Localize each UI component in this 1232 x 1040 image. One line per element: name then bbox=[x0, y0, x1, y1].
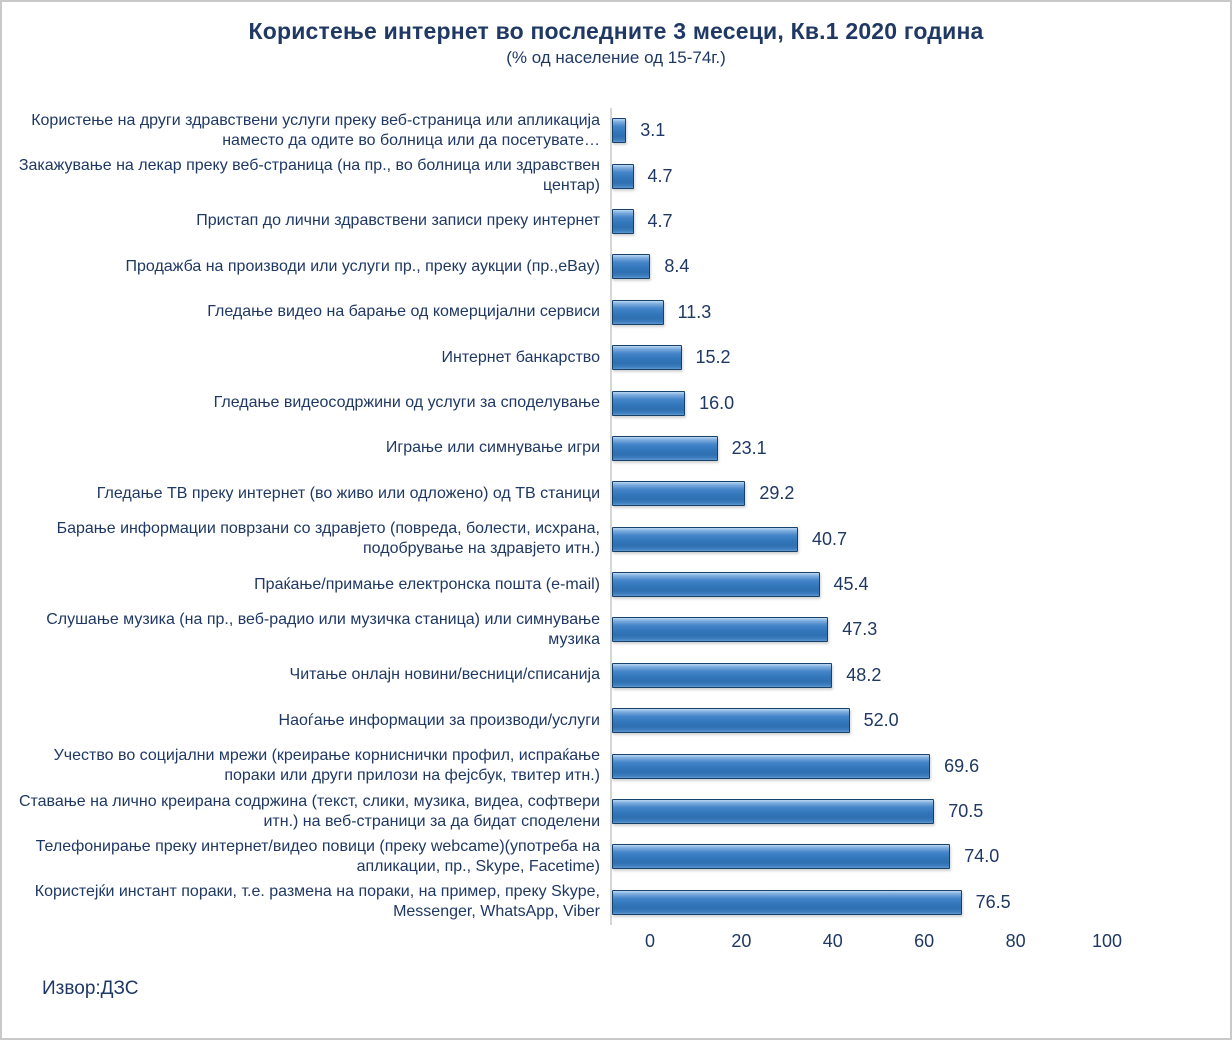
category-label: Гледање видеосодржини од услуги за споделување bbox=[213, 394, 600, 412]
bar bbox=[612, 890, 962, 915]
category-label: Гледање видео на барање од комерцијални сервиси bbox=[207, 303, 600, 321]
bar-track bbox=[610, 607, 1230, 652]
bar-track bbox=[610, 698, 1230, 743]
bar bbox=[612, 481, 745, 506]
value-label: 48.2 bbox=[846, 664, 882, 685]
chart-row bbox=[2, 834, 1230, 879]
value-label: 8.4 bbox=[664, 256, 690, 277]
x-axis-tick: 100 bbox=[1091, 931, 1123, 952]
chart-row bbox=[2, 562, 1230, 607]
chart-row bbox=[2, 880, 1230, 925]
category-label: Слушање музика (на пр., веб-радио или музичка станица) или симнување музика bbox=[46, 610, 600, 648]
value-label: 16.0 bbox=[699, 392, 735, 413]
bar bbox=[612, 345, 682, 370]
bar-track bbox=[610, 743, 1230, 788]
bar-track bbox=[610, 789, 1230, 834]
chart-header bbox=[2, 18, 1230, 68]
chart-row bbox=[2, 653, 1230, 698]
bar-track bbox=[610, 108, 1230, 153]
bar-track bbox=[610, 426, 1230, 471]
bar-track bbox=[610, 562, 1230, 607]
bar bbox=[612, 209, 634, 234]
chart-row bbox=[2, 789, 1230, 834]
value-label: 69.6 bbox=[944, 755, 980, 776]
category-label: Гледање ТВ преку интернет (во живо или одложено) од ТВ станици bbox=[96, 484, 600, 502]
bar-track bbox=[610, 517, 1230, 562]
category-label: Наоѓање информации за производи/услуги bbox=[278, 711, 600, 729]
value-label: 74.0 bbox=[964, 846, 1000, 867]
chart-row bbox=[2, 244, 1230, 289]
chart-row bbox=[2, 426, 1230, 471]
x-axis-tick: 60 bbox=[914, 931, 935, 952]
category-label: Користејќи инстант пораки, т.е. размена на пораки, на пример, преку Skype, Messenger, WhatsApp, Viber bbox=[34, 883, 600, 921]
value-label: 29.2 bbox=[759, 483, 795, 504]
bar bbox=[612, 118, 626, 143]
bar bbox=[612, 572, 820, 597]
value-label: 76.5 bbox=[975, 891, 1011, 912]
chart-row bbox=[2, 607, 1230, 652]
chart-row bbox=[2, 335, 1230, 380]
category-label: Пристап до лични здравствени записи преку интернет bbox=[196, 212, 600, 230]
value-label: 4.7 bbox=[647, 210, 673, 231]
bar-track bbox=[610, 335, 1230, 380]
value-label: 11.3 bbox=[677, 301, 712, 322]
category-label: Учество во социјални мрежи (креирање корниснички профил, испраќање пораки или други прилози на фејсбук, твитер итн.) bbox=[53, 747, 600, 785]
value-label: 47.3 bbox=[842, 619, 878, 640]
chart-row bbox=[2, 153, 1230, 198]
value-label: 70.5 bbox=[948, 801, 984, 822]
chart-row bbox=[2, 743, 1230, 788]
x-axis-tick: 80 bbox=[1005, 931, 1026, 952]
category-label: Играње или симнување игри bbox=[385, 439, 600, 457]
category-label: Користење на други здравствени услуги преку веб-страница или апликација наместо да одите во болница или да посетувате… bbox=[31, 111, 600, 149]
x-axis-tick: 0 bbox=[644, 931, 656, 952]
chart-row bbox=[2, 517, 1230, 562]
chart-row bbox=[2, 471, 1230, 516]
bar bbox=[612, 391, 685, 416]
bar bbox=[612, 164, 634, 189]
bar-track bbox=[610, 380, 1230, 425]
category-label: Продажба на производи или услуги пр., преку аукции (пр.,eBay) bbox=[125, 257, 600, 275]
bar bbox=[612, 754, 930, 779]
category-label: Барање информации поврзани со здравјето (повреда, болести, исхрана, подобрување на здравјето итн.) bbox=[56, 520, 600, 558]
bar bbox=[612, 617, 828, 642]
chart-row bbox=[2, 698, 1230, 743]
value-label: 52.0 bbox=[863, 710, 899, 731]
chart-rows bbox=[2, 108, 1230, 925]
chart-row bbox=[2, 380, 1230, 425]
bar bbox=[612, 663, 832, 688]
category-label: Интернет банкарство bbox=[441, 348, 600, 366]
bar-chart bbox=[2, 108, 1230, 957]
bar bbox=[612, 300, 664, 325]
value-label: 15.2 bbox=[695, 347, 731, 368]
bar bbox=[612, 844, 950, 869]
value-label: 23.1 bbox=[731, 437, 767, 458]
bar bbox=[612, 799, 934, 824]
chart-row bbox=[2, 108, 1230, 153]
category-label: Читање онлајн новини/весници/списанија bbox=[289, 666, 600, 684]
bar bbox=[612, 436, 718, 461]
value-label: 4.7 bbox=[647, 165, 673, 186]
chart-row bbox=[2, 199, 1230, 244]
category-label: Телефонирање преку интернет/видео повици (преку webcame)(употреба на апликации, пр., Skype, Facetime) bbox=[35, 837, 600, 875]
category-label: Праќање/примање електронска пошта (e-mail) bbox=[254, 575, 600, 593]
bar bbox=[612, 254, 650, 279]
value-label: 40.7 bbox=[812, 528, 848, 549]
bar-track bbox=[610, 880, 1230, 925]
bar-track bbox=[610, 834, 1230, 879]
chart-row bbox=[2, 290, 1230, 335]
bar-track bbox=[610, 244, 1230, 289]
bar-track bbox=[610, 471, 1230, 516]
bar-track bbox=[610, 653, 1230, 698]
bar-track bbox=[610, 153, 1230, 198]
x-axis-tick: 40 bbox=[822, 931, 843, 952]
bar bbox=[612, 527, 798, 552]
value-label: 3.1 bbox=[640, 120, 666, 141]
category-label: Ставање на лично креирана содржина (текст, слики, музика, видеа, софтвери итн.) на веб-страници за да бидат споделени bbox=[18, 792, 600, 830]
category-label: Закажување на лекар преку веб-страница (на пр., во болница или здравствен центар) bbox=[18, 157, 600, 195]
chart-title: Користење интернет во последните 3 месеци, Кв.1 2020 година bbox=[248, 18, 984, 44]
bar-track bbox=[610, 290, 1230, 335]
chart-subtitle: (% од население од 15-74г.) bbox=[506, 48, 726, 67]
value-label: 45.4 bbox=[833, 574, 869, 595]
bar-track bbox=[610, 199, 1230, 244]
bar bbox=[612, 708, 850, 733]
x-axis-tick: 20 bbox=[731, 931, 752, 952]
x-axis bbox=[644, 931, 1123, 957]
source-label: Извор:ДЗС bbox=[42, 978, 139, 999]
